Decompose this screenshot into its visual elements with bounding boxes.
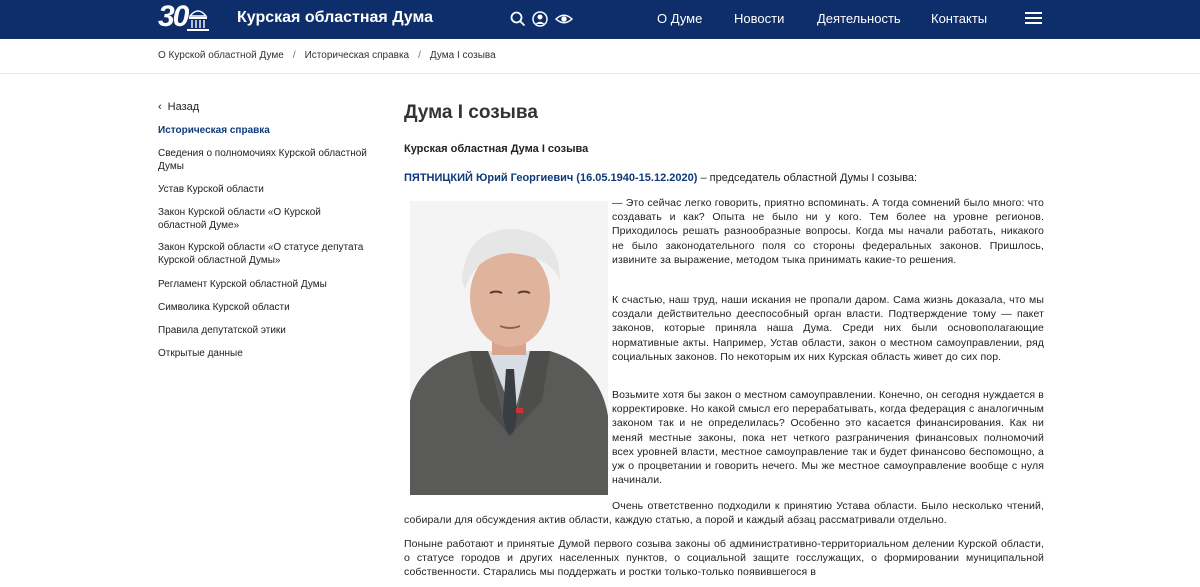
paragraph-3: Возьмите хотя бы закон о местном самоуправлении. Конечно, он сегодня нуждается в корректировке. Но какой смысл его перерабатывать, когда федерация с аналогичным законом так и не определилась? Особенно это касается финансирования. Как ни меняй местные законы, пока нет четкого разграничения финансовых полномочий всех уровней власти, местное самоуправление так и будет финансово беспомощно, а уж о процветании и говорить нечего. Мы же местное самоуправление вообще с нуля начинали. — [612, 389, 1044, 487]
hamburger-menu-icon[interactable] — [1025, 12, 1042, 26]
nav-activity[interactable]: Деятельность — [817, 11, 901, 26]
top-navigation-bar — [0, 0, 1200, 39]
sidebar-item-history[interactable]: Историческая справка — [158, 125, 270, 136]
chairman-role: – председатель областной Думы I созыва: — [697, 172, 918, 184]
breadcrumb-item[interactable]: О Курской областной Думе — [158, 50, 284, 61]
site-title[interactable]: Курская областная Дума — [237, 9, 434, 26]
sidebar-item-regulations[interactable]: Регламент Курской областной Думы — [158, 279, 327, 290]
logo-number: 30 — [158, 0, 188, 33]
sidebar-item-powers[interactable]: Сведения о полномочиях Курской областной Думы — [158, 148, 367, 172]
paragraph-2: К счастью, наш труд, наши искания не пропали даром. Сама жизнь доказала, что мы создали действительно дееспособный орган власти. Подтверждение тому — пакет законов, которые приняла наша Дума. Среди них были основополагающие нормативные акты. Например, Устав области, закон о местном самоуправлении, ряд социальных законов. По некоторым их них Курская область живет до сих пор. — [612, 294, 1044, 363]
search-icon[interactable] — [509, 10, 527, 28]
building-dome-icon — [184, 6, 212, 32]
back-link[interactable] — [158, 101, 199, 113]
chairman-line — [404, 172, 917, 184]
nav-about[interactable]: О Думе — [657, 11, 703, 26]
breadcrumb — [158, 50, 496, 61]
back-label: Назад — [167, 101, 200, 113]
nav-contacts[interactable]: Контакты — [931, 11, 988, 26]
page-title: Дума I созыва — [404, 102, 538, 123]
sidebar-item-open-data[interactable]: Открытые данные — [158, 348, 243, 359]
chevron-left-icon: ‹ — [158, 101, 162, 113]
nav-news[interactable]: Новости — [734, 11, 785, 26]
section-subtitle: Курская областная Дума I созыва — [404, 143, 589, 155]
breadcrumb-item[interactable]: Историческая справка — [304, 50, 410, 61]
sidebar-item-deputy-status-law[interactable]: Закон Курской области «О статусе депутата Курской областной Думы» — [158, 242, 364, 266]
user-icon[interactable] — [531, 10, 549, 28]
paragraph-5: Поныне работают и принятые Думой первого созыва законы об административно-территориальном делении Курской области, о статусе городов и других населенных пунктов, о социальной защите госслужащих, о формировании муниципальной собственности. Старались мы поддержать и ростки только-только появившегося в — [404, 538, 1044, 579]
paragraph-1: — Это сейчас легко говорить, приятно вспоминать. А тогда сомнений было много: что создавать и как? Опыта не было ни у кого. Тем более на уровне регионов. Приходилось решать разнообразные вопросы. Когда мы начали работать, никакого не было законодательного поля со стороны федеральных законов. Пришлось, извините за выражение, методом тыка принимать какие-то решения. — [612, 197, 1044, 266]
chairman-portrait — [410, 201, 608, 495]
chairman-name-link[interactable]: ПЯТНИЦКИЙ Юрий Георгиевич (16.05.1940-15.12.2020) — [404, 172, 698, 184]
sidebar-item-duma-law[interactable]: Закон Курской области «О Курской областной Думе» — [158, 207, 321, 231]
sidebar-item-charter[interactable]: Устав Курской области — [158, 184, 264, 195]
eye-icon[interactable] — [555, 10, 573, 28]
duma-30-logo[interactable] — [158, 2, 214, 36]
breadcrumb-separator: / — [292, 50, 296, 61]
paragraph-4: Очень ответственно подходили к принятию Устава области. Было несколько чтений, собирали для обсуждения актив области, каждую статью, а порой и каждый абзац рассматривали отдельно. — [404, 500, 1044, 527]
sidebar-item-symbols[interactable]: Символика Курской области — [158, 302, 290, 313]
sidebar-item-ethics[interactable]: Правила депутатской этики — [158, 325, 286, 336]
breadcrumb-current: Дума I созыва — [429, 50, 496, 61]
header-divider — [0, 73, 1200, 74]
breadcrumb-separator: / — [418, 50, 421, 61]
